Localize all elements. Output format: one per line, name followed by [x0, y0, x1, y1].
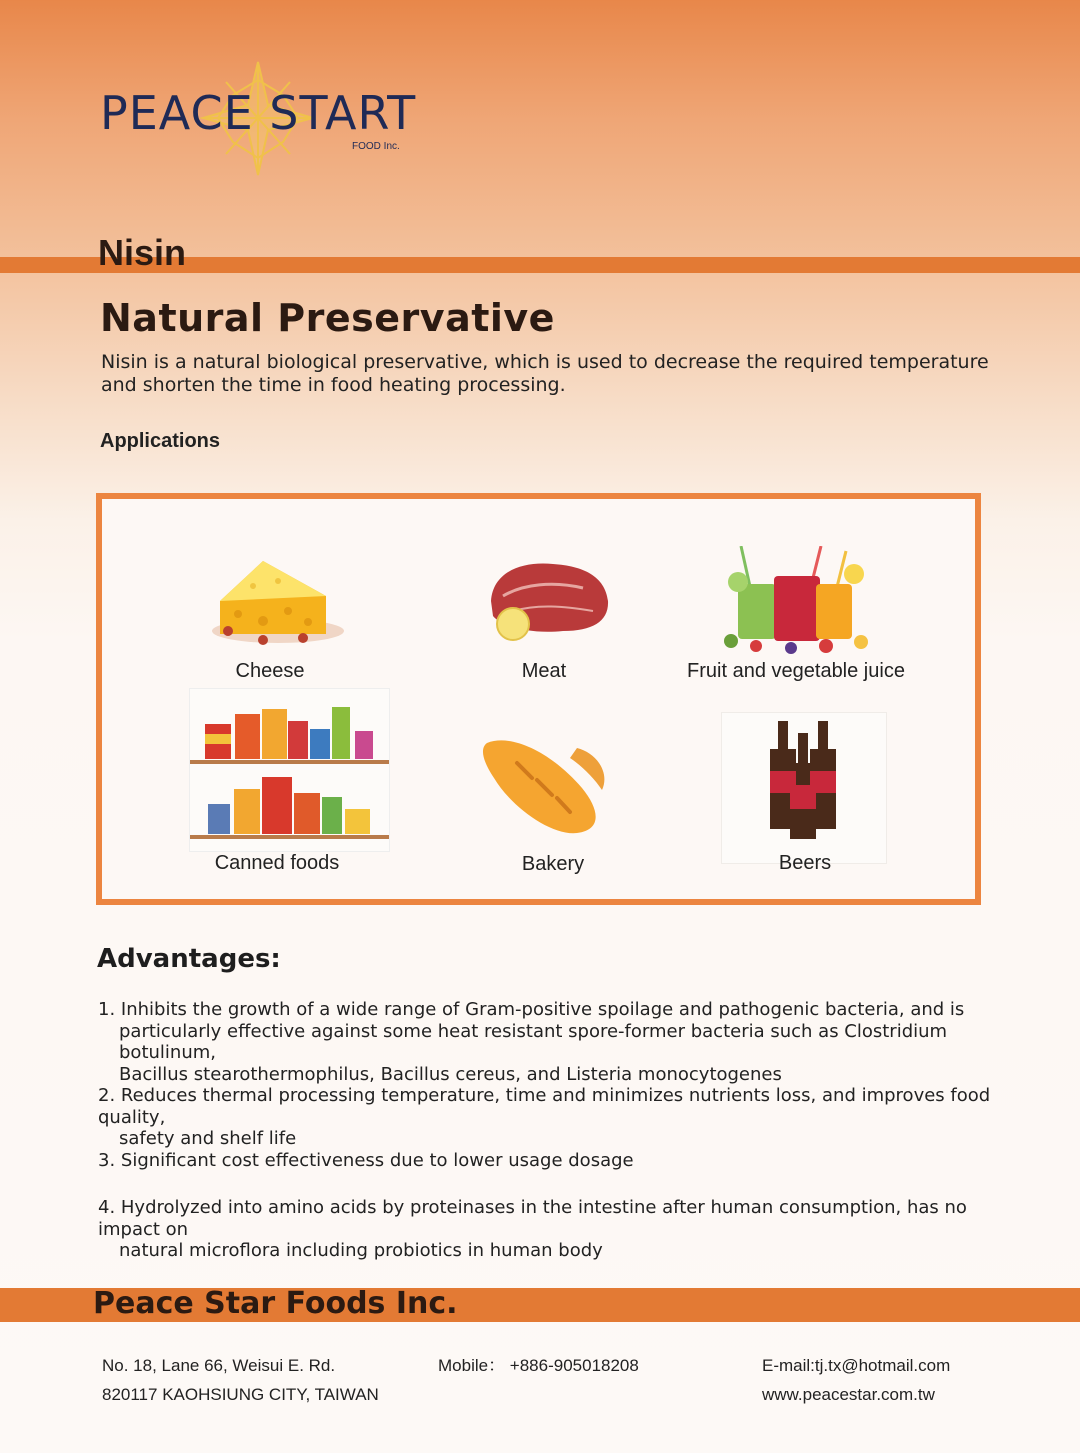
advantage-2-line-1: 2. Reduces thermal processing temperature, time and minimizes nutrients loss, and improves food quality,	[98, 1085, 991, 1128]
intro-text	[101, 351, 1001, 397]
advantage-4-line-2: natural microflora including probiotics in human body	[119, 1240, 603, 1261]
application-label-canned-foods: Canned foods	[214, 852, 340, 874]
intro-line-2: and shorten the time in food heating processing.	[101, 374, 566, 396]
application-label-beers: Beers	[778, 852, 832, 874]
intro-line-1: Nisin is a natural biological preservative, which is used to decrease the required temperature	[101, 351, 989, 373]
application-label-cheese: Cheese	[235, 660, 305, 682]
address-line-2: 820117 KAOHSIUNG CITY, TAIWAN	[102, 1385, 379, 1404]
application-label-bakery: Bakery	[521, 853, 585, 875]
application-label-juice: Fruit and vegetable juice	[687, 660, 905, 682]
mobile-number: Mobile： +886-905018208	[438, 1356, 639, 1375]
advantage-item-2	[98, 1085, 1018, 1150]
company-name: Peace Star Foods Inc.	[93, 1286, 458, 1321]
advantage-3-line-1: 3. Significant cost effectiveness due to lower usage dosage	[98, 1150, 634, 1171]
applications-title: Applications	[100, 430, 221, 452]
website-link[interactable]: www.peacestar.com.tw	[762, 1385, 935, 1404]
beers-image	[721, 712, 887, 864]
advantage-1-line-1: 1. Inhibits the growth of a wide range of Gram-positive spoilage and pathogenic bacteria, and is	[98, 999, 965, 1020]
application-label-meat: Meat	[521, 660, 567, 682]
footer-contact	[762, 1351, 950, 1409]
product-name: Nisin	[98, 232, 187, 273]
advantage-4-line-1: 4. Hydrolyzed into amino acids by proteinases in the intestine after human consumption, has no impact on	[98, 1197, 967, 1240]
footer-address	[102, 1351, 379, 1409]
brand-subtitle: FOOD Inc.	[352, 141, 400, 152]
brand-name: PEACE START	[100, 86, 417, 140]
advantage-item-3	[98, 1150, 1018, 1172]
advantage-2-line-2: safety and shelf life	[119, 1128, 297, 1149]
footer-mobile	[438, 1351, 639, 1380]
address-line-1: No. 18, Lane 66, Weisui E. Rd.	[102, 1356, 336, 1375]
bread-icon	[482, 728, 612, 838]
advantage-item-1	[98, 999, 1018, 1085]
advantage-item-4	[98, 1197, 1018, 1262]
canned-foods-image	[189, 688, 390, 852]
juice-icon	[716, 546, 881, 656]
meat-icon	[483, 556, 613, 646]
cheese-icon	[208, 556, 348, 646]
page-title: Natural Preservative	[100, 296, 555, 340]
canned-foods-icon	[190, 689, 389, 851]
advantage-1-line-2: particularly effective against some heat resistant spore-former bacteria such as Clostridium botulinum,	[119, 1020, 948, 1063]
advantage-1-line-3: Bacillus stearothermophilus, Bacillus cereus, and Listeria monocytogenes	[119, 1063, 782, 1085]
email-link[interactable]: E-mail:tj.tx@hotmail.com	[762, 1356, 951, 1375]
beer-bottles-icon	[722, 713, 886, 863]
advantages-title: Advantages:	[97, 944, 281, 974]
